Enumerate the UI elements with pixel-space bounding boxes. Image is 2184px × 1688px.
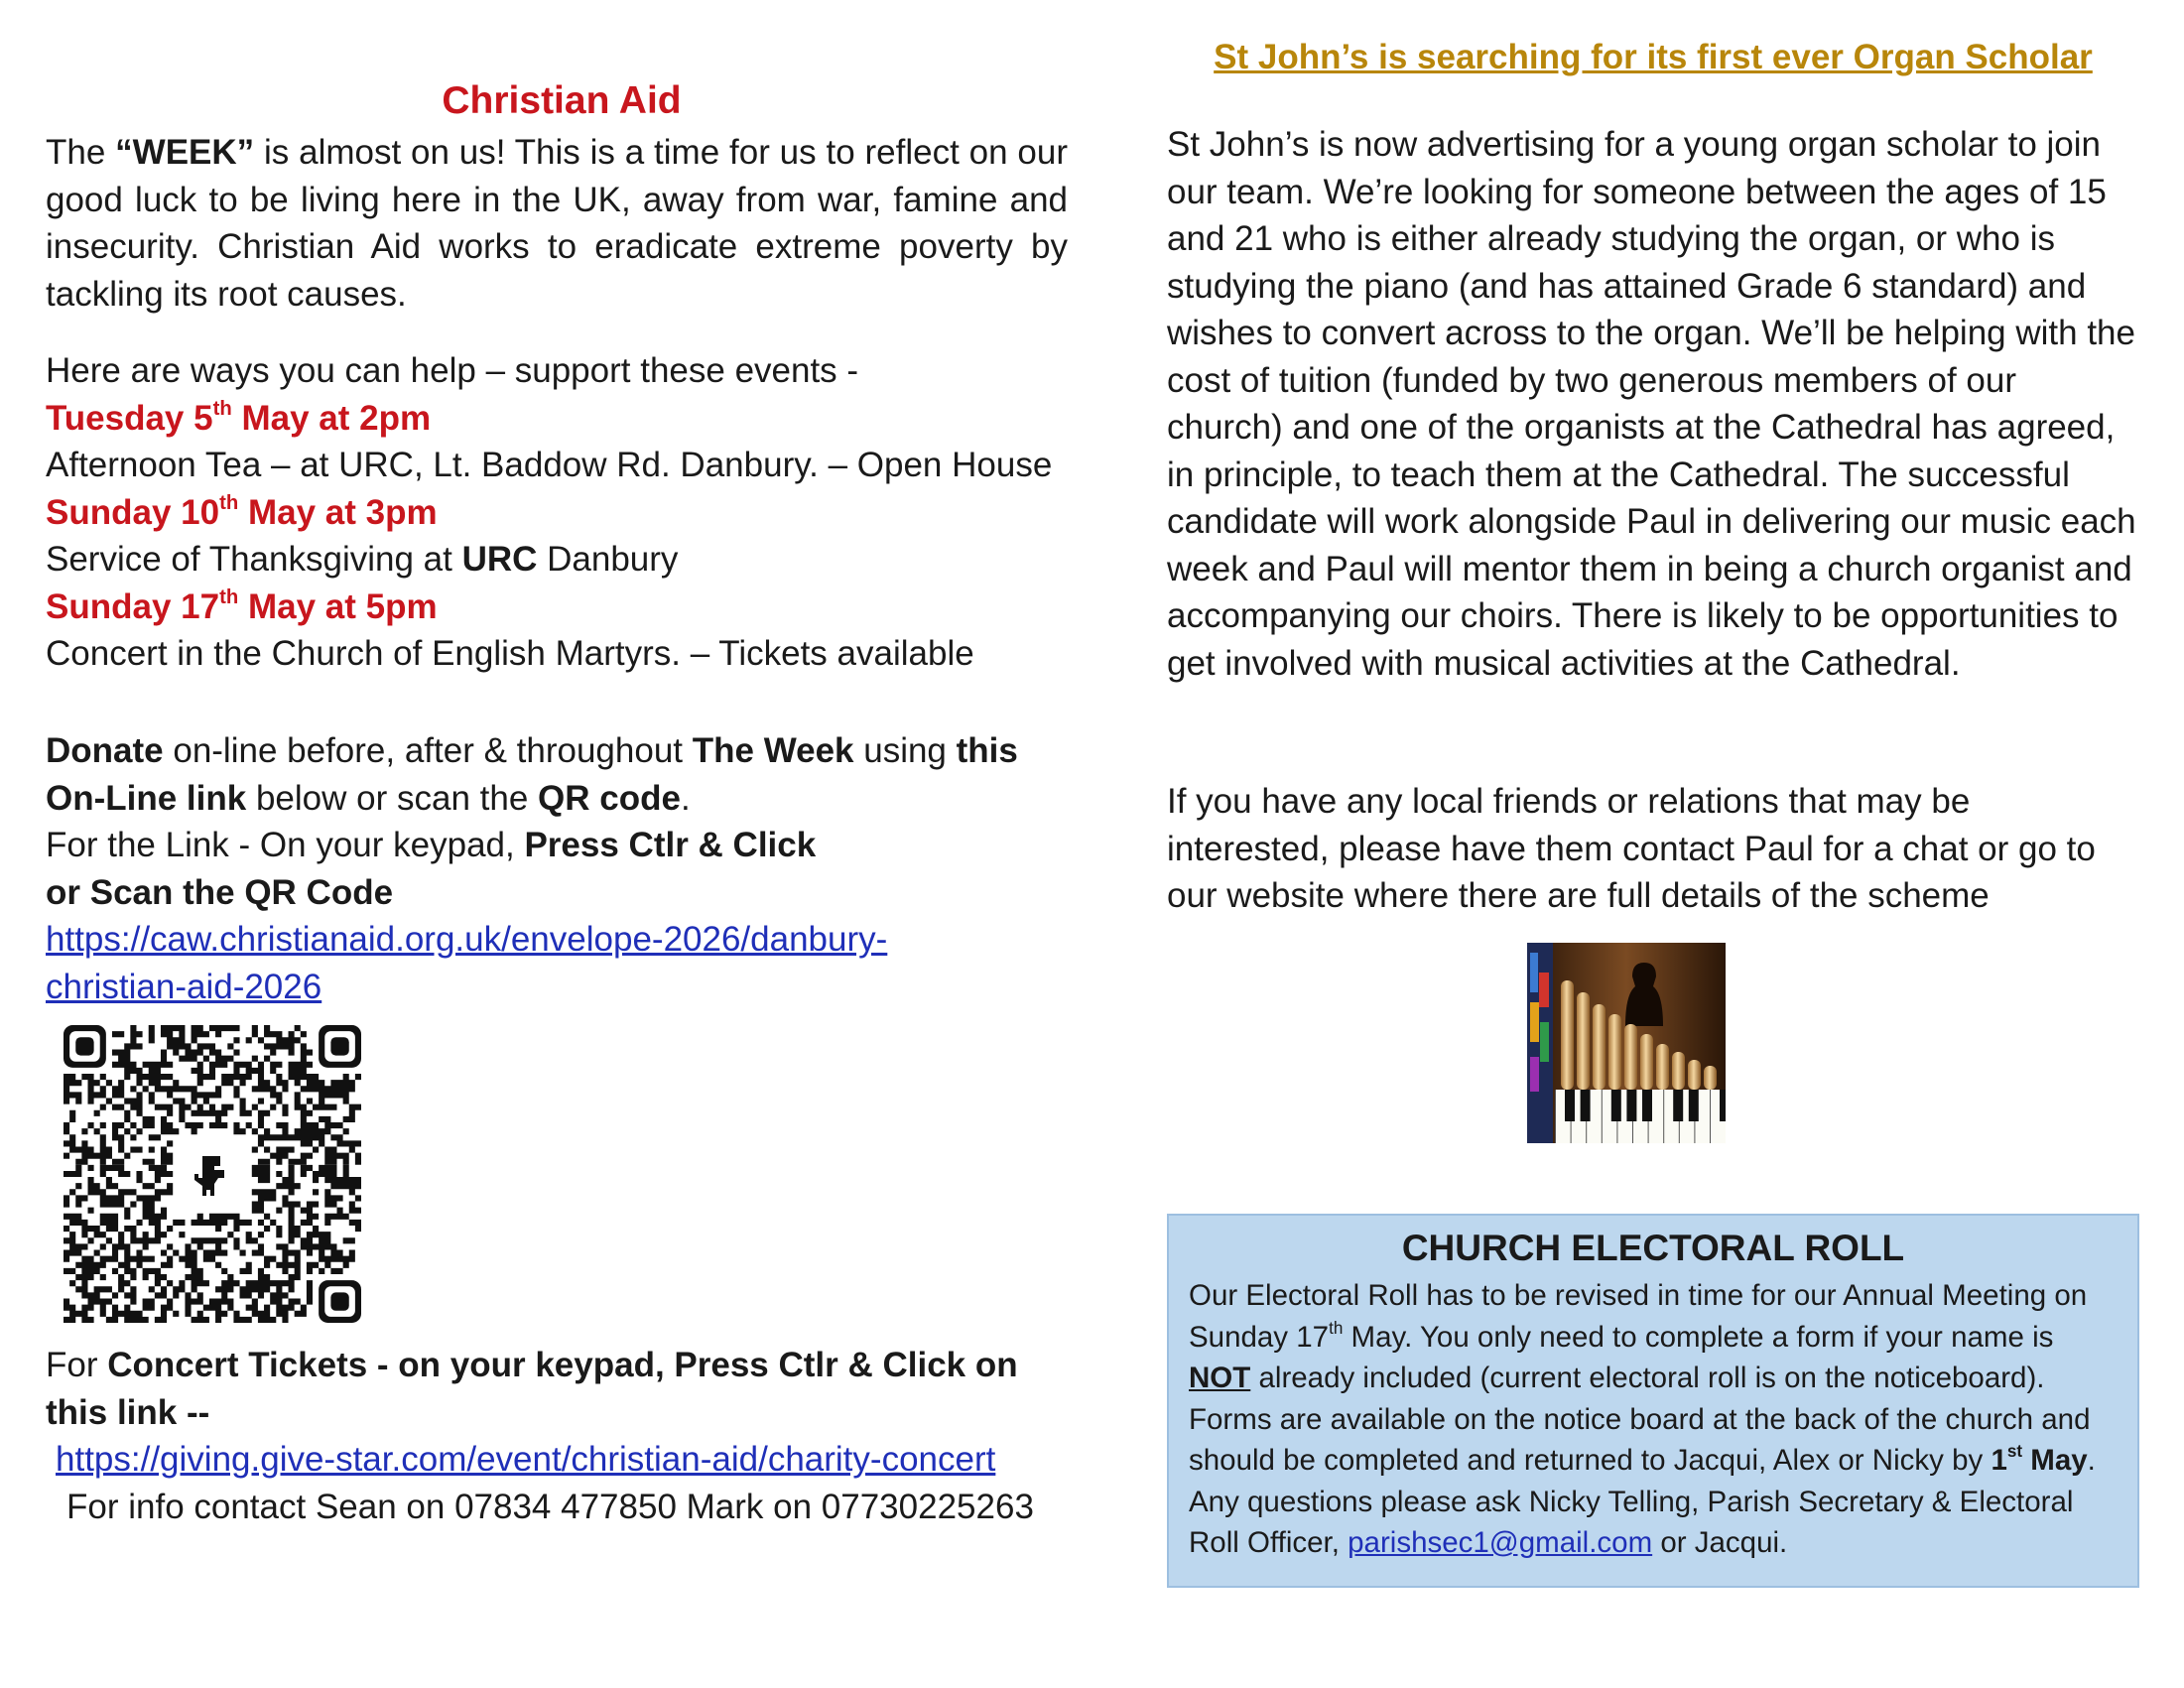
event-3-description: Concert in the Church of English Martyrs. – Tickets available [46,634,974,673]
contact-info: For info contact Sean on 07834 477850 Mark on 07730225263 [66,1487,1034,1526]
donate-paragraph: Donate on-line before, after & throughout The Week using this On-Line link below or scan the QR code. [46,731,1018,818]
scan-qr-instruction: or Scan the QR Code [46,872,394,912]
week-emphasis: “WEEK” [115,133,255,172]
concert-section [46,1342,1078,1530]
electoral-roll-text: Our Electoral Roll has to be revised in time for our Annual Meeting on Sunday 17th May. You only need to complete a form if your name is NOT already included (current electoral roll is on the noticeboard). Forms are available on the notice board at the back of the church and should be completed and returned to Jacqui, Alex or Nicky by 1st May. Any questions please ask Nicky Telling, Parish Secretary & Electoral Roll Officer, parishsec1@gmail.com or Jacqui. [1189,1279,2096,1559]
organ-scholar-title: St John’s is searching for its first ever Organ Scholar [1214,38,2093,76]
qr-finder-top-left [64,1025,106,1068]
electoral-roll-box [1167,1214,2139,1588]
event-1-description: Afternoon Tea – at URC, Lt. Baddow Rd. Danbury. – Open House [46,446,1053,484]
dinosaur-icon [194,1156,224,1196]
organ-scholar-paragraph-2: If you have any local friends or relations that may be interested, please have them contact Paul for a chat or go to our website where there are full details of the scheme [1167,782,2096,915]
donate-instruction: For the Link - On your keypad, Press Ctlr & Click [46,826,817,864]
electoral-roll-title: CHURCH ELECTORAL ROLL [1401,1228,1905,1268]
parish-secretary-email[interactable]: parishsec1@gmail.com [1348,1526,1653,1559]
donate-link[interactable]: https://caw.christianaid.org.uk/envelope-2026/danbury-christian-aid-2026 [46,920,888,1006]
qr-finder-top-right [319,1025,361,1068]
organ-scholar-paragraph-1: St John’s is now advertising for a young organ scholar to join our team. We’re looking for someone between the ages of 15 and 21 who is either already studying the organ, or who is studying the piano (and has attained Grade 6 standard) and wishes to convert across to the organ. We’ll be helping with the cost of tuition (funded by two generous members of our church) and one of the organists at the Cathedral has agreed, in principle, to teach them at the Cathedral. The successful candidate will work alongside Paul in delivering our music each week and Paul will mentor them in being a church organist and accompanying our choirs. There is likely to be opportunities to get involved with musical activities at the Cathedral. [1167,125,2136,683]
event-2-description: Service of Thanksgiving at URC Danbury [46,540,679,579]
intro-paragraph: The “WEEK” is almost on us! This is a time for us to reflect on our good luck to be living here in the UK, away from war, famine and insecurity. Christian Aid works to eradicate extreme poverty by tackling its root causes. [46,133,1068,314]
qr-code [64,1025,361,1323]
events-section [46,347,1078,678]
event-1-date: Tuesday 5th May at 2pm [46,397,432,438]
organ-illustration [1527,943,1726,1143]
christian-aid-title: Christian Aid [442,79,682,122]
donate-section [46,727,1078,1010]
event-3-date: Sunday 17th May at 5pm [46,585,438,626]
help-intro: Here are ways you can help – support these events - [46,351,859,390]
organ-image [1527,943,1726,1143]
concert-link[interactable]: https://giving.give-star.com/event/christian-aid/charity-concert [56,1440,996,1479]
qr-finder-bottom-right [319,1280,361,1323]
concert-tickets-text: For Concert Tickets - on your keypad, Press Ctlr & Click on this link -- [46,1346,1018,1432]
event-2-date: Sunday 10th May at 3pm [46,491,438,532]
